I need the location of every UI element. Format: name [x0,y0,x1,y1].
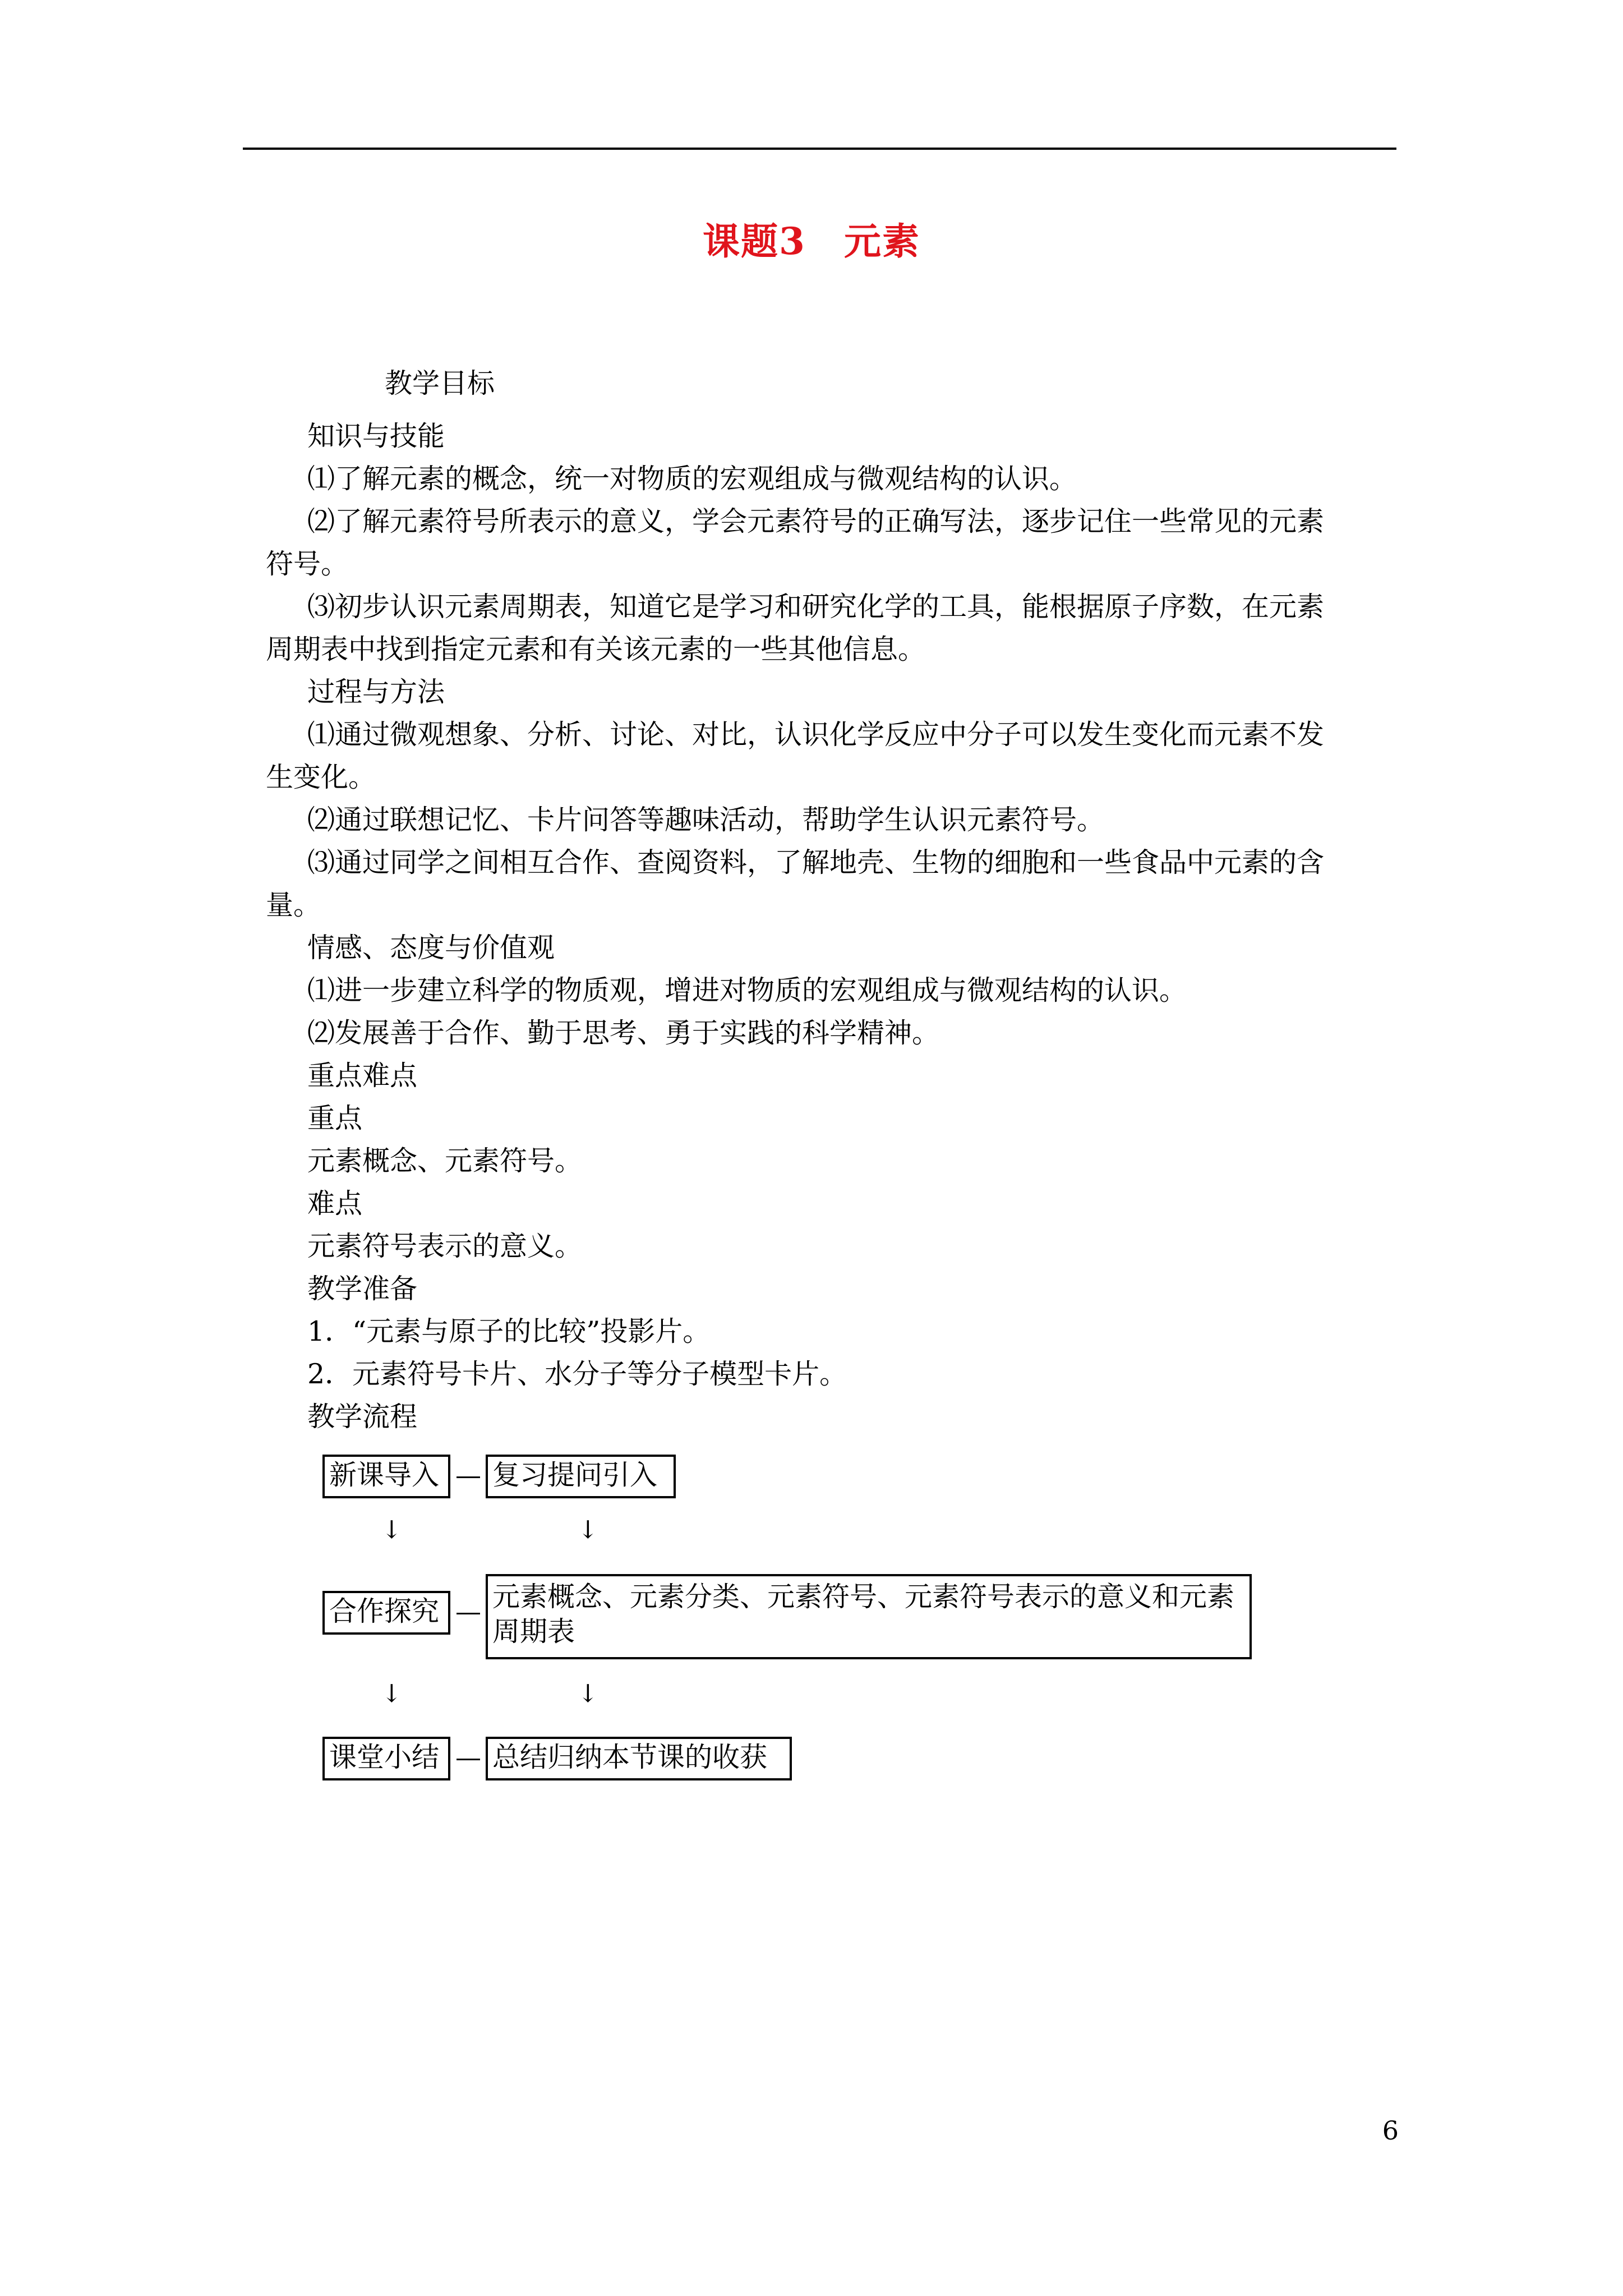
heading-process-methods: 过程与方法 [307,676,445,708]
heading-teaching-preparation: 教学准备 [307,1273,418,1305]
preparation-item: 1．“元素与原子的比较”投影片。 [307,1315,711,1347]
page-title: 课题3 元素 [703,219,920,263]
flow-connector [457,1613,480,1614]
flow-stage-summary: 课堂小结 [322,1737,450,1780]
flow-stage-intro: 新课导入 [322,1455,450,1498]
down-arrow-icon: ↓ [578,1516,598,1544]
page-number: 6 [1382,2115,1399,2146]
heading-teaching-objectives: 教学目标 [385,367,495,399]
objective-line: ⑶通过同学之间相互合作、查阅资料，了解地壳、生物的细胞和一些食品中元素的含 [307,846,1325,878]
heading-teaching-flow: 教学流程 [307,1401,418,1433]
down-arrow-icon: ↓ [381,1680,402,1708]
heading-key-difficulties: 重点难点 [307,1060,418,1092]
heading-knowledge-skills: 知识与技能 [307,420,445,452]
flow-stage-explore: 合作探究 [322,1591,450,1635]
down-arrow-icon: ↓ [578,1680,598,1708]
objective-line-continued: 生变化。 [266,761,376,793]
flow-connector [457,1759,480,1760]
objective-line-continued: 周期表中找到指定元素和有关该元素的一些其他信息。 [266,633,926,665]
key-points-text: 元素概念、元素符号。 [307,1145,583,1177]
difficulties-text: 元素符号表示的意义。 [307,1230,583,1262]
objective-line: ⑴了解元素的概念，统一对物质的宏观组成与微观结构的认识。 [307,463,1077,495]
preparation-item: 2．元素符号卡片、水分子等分子模型卡片。 [307,1358,847,1390]
objective-line-continued: 量。 [266,889,321,921]
flow-connector [457,1476,480,1478]
objective-line: ⑴通过微观想象、分析、讨论、对比，认识化学反应中分子可以发生变化而元素不发 [307,719,1325,751]
objective-line: ⑶初步认识元素周期表，知道它是学习和研究化学的工具，能根据原子序数，在元素 [307,591,1325,623]
down-arrow-icon: ↓ [381,1516,402,1544]
flow-detail-summary: 总结归纳本节课的收获 [486,1737,792,1780]
header-rule [243,148,1396,150]
objective-line: ⑵了解元素符号所表示的意义，学会元素符号的正确写法，逐步记住一些常见的元素 [307,505,1325,537]
objective-line: ⑵发展善于合作、勤于思考、勇于实践的科学精神。 [307,1017,940,1049]
flow-detail-explore: 元素概念、元素分类、元素符号、元素符号表示的意义和元素周期表 [486,1574,1252,1659]
heading-key-points: 重点 [307,1102,363,1134]
flow-detail-review: 复习提问引入 [486,1455,676,1498]
objective-line: ⑴进一步建立科学的物质观，增进对物质的宏观组成与微观结构的认识。 [307,974,1187,1006]
heading-emotion-values: 情感、态度与价值观 [307,932,555,964]
objective-line-continued: 符号。 [266,548,349,580]
heading-difficulties: 难点 [307,1188,363,1220]
objective-line: ⑵通过联想记忆、卡片问答等趣味活动，帮助学生认识元素符号。 [307,804,1105,836]
